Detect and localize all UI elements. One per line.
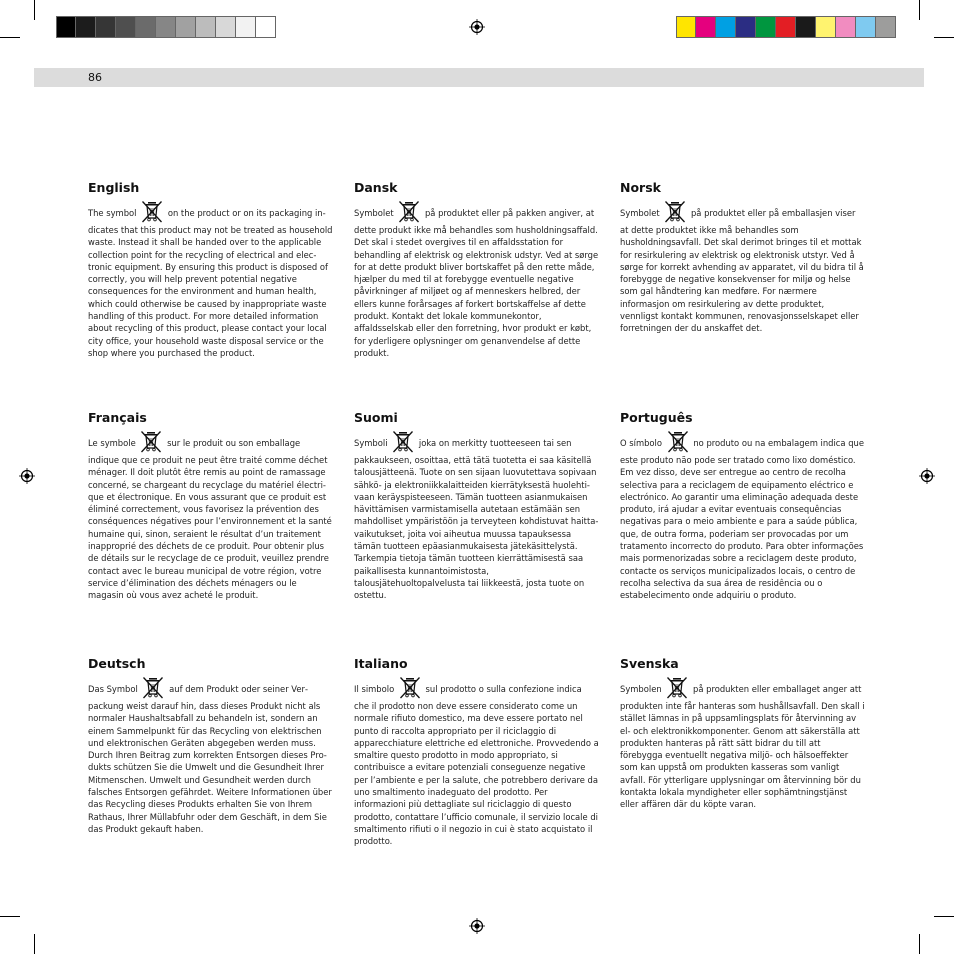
crop-mark <box>934 916 954 917</box>
section-title: Suomi <box>354 410 398 425</box>
body-text-before-symbol: Symbolen <box>620 684 662 694</box>
body-text-after-symbol: auf dem Produkt oder seiner Verpackung weist darauf hin, dass dieses Produkt nicht als normaler Haushaltsabfall zu behandeln ist, sondern an einem Sammelpunkt für das Recycling von elektrischen und elektronischen Geräten abgegeben werden muss. Durch Ihren Beitrag zum korrekten Entsorgen dieses Produkts schützen Sie die Umwelt und die Gesundheit Ihrer Mitmenschen. Umwelt und Gesundheit werden durch falsches Entsorgen gefährdet. Weitere Informationen über das Recycling dieses Produkts erhalten Sie von Ihrem Rathaus, Ihrer Müllabfuhr oder dem Geschäft, in dem Sie das Produkt gekauft haben. <box>88 684 332 834</box>
crossed-out-wheeled-bin-icon <box>664 200 686 224</box>
crossed-out-wheeled-bin-icon <box>399 676 421 700</box>
section-title: Français <box>88 410 147 425</box>
section-title: Norsk <box>620 180 661 195</box>
page-number: 86 <box>88 71 102 84</box>
body-text-after-symbol: på produktet eller på pakken angiver, at dette produkt ikke må behandles som husholdningsaffald. Det skal i stedet overgives til en affaldsstation for behandling af elektrisk og elektronisk udstyr. Ved at sørge for at dette produkt bliver bortskaffet på den rette måde, hjælper du med til at forebygge eventuelle negative påvirkninger af miljøet og af menneskers helbred, der ellers kunne forårsages af forkert bortskaffelse af dette produkt. Kontakt det lokale kommunekontor, affaldsselskab eller den forretning, hvor produkt er købt, for yderligere oplysninger om genanvendelse af dette produkt. <box>354 208 599 358</box>
body-text-before-symbol: Symbolet <box>354 208 394 218</box>
registration-mark-icon <box>19 468 35 484</box>
color-swatch <box>876 16 896 38</box>
crop-mark <box>919 0 920 20</box>
body-text-after-symbol: sur le produit ou son emballage indique que ce produit ne peut être traité comme déchet ménager. Il doit plutôt être remis au point de ramassage concerné, se chargeant du recyclage du matériel électrique et électronique. En vous assurant que ce produit est éliminé correctement, vous favorisez la prévention des conséquences négatives pour l’environnement et la santé humaine qui, sinon, seraient le résultat d’un traitement inapproprié des déchets de ce produit. Pour obtenir plus de détails sur le recyclage de ce produit, veuillez prendre contact avec le bureau municipal de votre région, votre service d’élimination des déchets ménagers ou le magasin où vous avez acheté le produit. <box>88 438 332 601</box>
crop-mark <box>0 916 20 917</box>
body-text-after-symbol: sul prodotto o sulla confezione indica che il prodotto non deve essere considerato come un normale rifiuto domestico, ma deve essere portato nel punto di raccolta appropriato per il riciclaggio di apparecchiature elettriche ed elettroniche. Provvedendo a smaltire questo prodotto in modo appropriato, si contribuisce a evitare potenziali conseguenze negative per l’ambiente e per la salute, che potrebbero derivare da uno smaltimento inadeguato del prodotto. Per informazioni più dettagliate sul riciclaggio di questo prodotto, contattare l’ufficio comunale, il servizio locale di smaltimento rifiuti o il negozio in cui è stato acquistato il prodotto. <box>354 684 599 847</box>
section-title: Italiano <box>354 656 408 671</box>
color-swatch <box>216 16 236 38</box>
body-text-after-symbol: på produktet eller på emballasjen viser at dette produktet ikke må behandles som husholdningsavfall. Det skal derimot bringes til et mottak for resirkulering av elektrisk og elektronisk utstyr. Ved å sørge for korrekt avhending av apparatet, vil du bidra til å forebygge de negative konsekvenser for miljø og helse som gal håndtering kan medføre. For nærmere informasjon om resirkulering av dette produktet, vennligst kontakt kommunen, renovasjonsselskapet eller forretningen der du anskaffet det. <box>620 208 864 334</box>
color-swatch <box>256 16 276 38</box>
crossed-out-wheeled-bin-icon <box>141 200 163 224</box>
body-text-after-symbol: joka on merkitty tuotteeseen tai sen pakkaukseen, osoittaa, että tätä tuotetta ei saa käsitellä talousjätteenä. Tuote on sen sijaan luovutettava sopivaan sähkö- ja elektroniikkalaitteiden kierrätyksestä huolehtivaan keräyspisteeseen. Tämän tuotteen asianmukaisen hävittämisen varmistamisella autetaan estämään sen mahdolliset ympäristöön ja terveyteen kohdistuvat haittavaikutukset, joita voi aiheutua muussa tapauksessa tämän tuotteen epäasianmukaisesta jätekäsittelystä. Tarkempia tietoja tämän tuotteen kierrättämisestä saa paikallisesta kunnantoimistosta, talousjätehuoltopalvelusta tai liikkeestä, josta tuote on ostettu. <box>354 438 599 601</box>
body-text-after-symbol: no produto ou na embalagem indica que este produto não pode ser tratado como lixo doméstico. Em vez disso, deve ser entregue ao centro de recolha selectiva para a reciclagem de equipamento eléctrico e electrónico. Ao garantir uma eliminação adequada deste produto, irá ajudar a evitar eventuais consequências negativas para o meio ambiente e para a saúde pública, que, de outra forma, poderiam ser provocadas por um tratamento incorrecto do produto. Para obter informações mais pormenorizadas sobre a reciclagem deste produto, contacte os serviços municipalizados locais, o centro de recolha selectiva da sua área de residência ou o estabelecimento onde adquiriu o produto. <box>620 438 864 601</box>
crossed-out-wheeled-bin-icon <box>667 430 689 454</box>
body-text-before-symbol: Le symbole <box>88 438 136 448</box>
page-header-bar <box>34 68 924 87</box>
section-body <box>620 200 865 335</box>
color-swatch <box>736 16 756 38</box>
registration-mark-icon <box>919 468 935 484</box>
color-swatch <box>156 16 176 38</box>
section-body <box>354 676 599 848</box>
section-body <box>354 430 599 602</box>
body-text-after-symbol: on the product or on its packaging indicates that this product may not be treated as household waste. Instead it shall be handed over to the applicable collection point for the recycling of electrical and electronic equipment. By ensuring this product is disposed of correctly, you will help prevent potential negative consequences for the environment and human health, which could otherwise be caused by inappropriate waste handling of this product. For more detailed information about recycling of this product, please contact your local city office, your household waste disposal service or the shop where you purchased the product. <box>88 208 333 358</box>
section-deutsch <box>88 656 333 835</box>
body-text-before-symbol: Das Symbol <box>88 684 138 694</box>
crossed-out-wheeled-bin-icon <box>142 676 164 700</box>
color-swatch <box>96 16 116 38</box>
crossed-out-wheeled-bin-icon <box>666 676 688 700</box>
section-norsk <box>620 180 865 335</box>
crop-mark <box>34 0 35 20</box>
section-svenska <box>620 656 865 811</box>
color-swatch <box>796 16 816 38</box>
section-title: Dansk <box>354 180 398 195</box>
color-swatch <box>116 16 136 38</box>
body-text-before-symbol: O símbolo <box>620 438 662 448</box>
color-swatch <box>756 16 776 38</box>
section-body <box>620 676 865 811</box>
body-text-before-symbol: Symboli <box>354 438 388 448</box>
section-suomi <box>354 410 599 602</box>
crossed-out-wheeled-bin-icon <box>398 200 420 224</box>
color-swatch <box>716 16 736 38</box>
color-swatch <box>816 16 836 38</box>
color-swatch <box>176 16 196 38</box>
crop-mark <box>34 934 35 954</box>
body-text-before-symbol: The symbol <box>88 208 137 218</box>
color-swatch <box>856 16 876 38</box>
registration-mark-icon <box>469 918 485 934</box>
crop-mark <box>0 37 20 38</box>
color-swatch <box>56 16 76 38</box>
section-italiano <box>354 656 599 848</box>
section-title: English <box>88 180 140 195</box>
color-swatch <box>696 16 716 38</box>
section-body <box>620 430 865 602</box>
body-text-before-symbol: Il simbolo <box>354 684 395 694</box>
body-text-after-symbol: på produkten eller emballaget anger att produkten inte får hanteras som hushållsavfall. Den skall i stället lämnas in på uppsamlingsplats för återvinning av el- och elektronikkomponenter. Genom att säkerställa att produkten hanteras på rätt sätt bidrar du till att förebygga eventuellt negativa miljö- och hälsoeffekter som kan uppstå om produkten kasseras som vanligt avfall. För ytterligare upplysningar om återvinning bör du kontakta lokala myndigheter eller sophämtningstjänst eller affären där du köpte varan. <box>620 684 865 810</box>
section-body <box>88 430 333 602</box>
section-body <box>354 200 599 359</box>
grey-color-bar <box>56 16 276 38</box>
section-english <box>88 180 333 359</box>
registration-mark-icon <box>469 19 485 35</box>
section-title: Svenska <box>620 656 679 671</box>
section-title: Português <box>620 410 693 425</box>
color-swatch <box>196 16 216 38</box>
section-dansk <box>354 180 599 359</box>
color-swatch <box>776 16 796 38</box>
body-text-before-symbol: Symbolet <box>620 208 660 218</box>
color-swatch <box>236 16 256 38</box>
crossed-out-wheeled-bin-icon <box>392 430 414 454</box>
crossed-out-wheeled-bin-icon <box>140 430 162 454</box>
color-swatch <box>836 16 856 38</box>
section-francais <box>88 410 333 602</box>
color-swatch <box>136 16 156 38</box>
color-swatch <box>676 16 696 38</box>
section-title: Deutsch <box>88 656 146 671</box>
section-body <box>88 200 333 359</box>
section-body <box>88 676 333 835</box>
crop-mark <box>934 37 954 38</box>
color-swatch <box>76 16 96 38</box>
crop-mark <box>919 934 920 954</box>
process-color-bar <box>676 16 896 38</box>
section-portugues <box>620 410 865 602</box>
